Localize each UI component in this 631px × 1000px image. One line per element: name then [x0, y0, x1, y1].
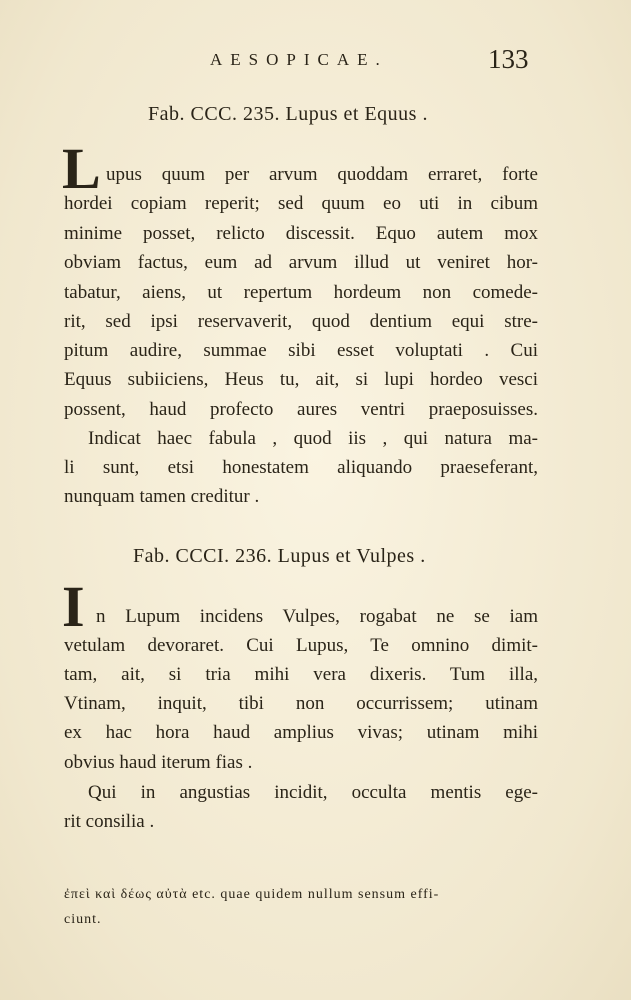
text-line: upus quum per arvum quoddam erraret, forte: [106, 164, 538, 185]
drop-cap: L: [62, 136, 101, 201]
text-line: Equus subiiciens, Heus tu, ait, si lupi hordeo vesci: [64, 369, 538, 390]
text-line: Vtinam, inquit, tibi non occurrissem; utinam: [64, 693, 538, 714]
footnote-line: ciunt.: [64, 912, 102, 927]
running-title: AESOPICAE.: [210, 50, 388, 69]
page-number: 133: [488, 44, 529, 74]
text-line: possent, haud profecto aures ventri praeposuisses.: [64, 399, 538, 420]
running-head: [0, 44, 631, 74]
text-line: rit consilia .: [64, 811, 155, 832]
text-line: n Lupum incidens Vulpes, rogabat ne se iam: [96, 606, 538, 627]
text-line: tam, ait, si tria mihi vera dixeris. Tum illa,: [64, 664, 538, 685]
text-line: pitum audire, summae sibi esset voluptati . Cui: [64, 340, 538, 361]
text-line: rit, sed ipsi reservaverit, quod dentium equi stre-: [64, 311, 538, 332]
text-line: Indicat haec fabula , quod iis , qui natura ma-: [88, 428, 538, 449]
text-line: nunquam tamen creditur .: [64, 486, 260, 507]
text-line: vetulam devoraret. Cui Lupus, Te omnino dimit-: [64, 635, 538, 656]
text-line: Qui in angustias incidit, occulta mentis ege-: [88, 782, 538, 803]
text-line: minime posset, relicto discessit. Equo autem mox: [64, 223, 538, 244]
drop-cap: I: [62, 574, 85, 639]
footnote-line: ἐπεὶ καὶ δέως αὐτὰ etc. quae quidem nullum sensum effi-: [64, 887, 440, 902]
text-line: hordei copiam reperit; sed quum eo uti in cibum: [64, 193, 538, 214]
fable-title: Fab. CCCI. 236. Lupus et Vulpes .: [133, 545, 426, 567]
fable-title: Fab. CCC. 235. Lupus et Equus .: [148, 103, 428, 125]
text-line: obviam factus, eum ad arvum illud ut veniret hor-: [64, 252, 538, 273]
text-line: ex hac hora haud amplius vivas; utinam mihi: [64, 722, 538, 743]
text-line: obvius haud iterum fias .: [64, 752, 253, 773]
text-line: li sunt, etsi honestatem aliquando praeseferant,: [64, 457, 538, 478]
text-line: tabatur, aiens, ut repertum hordeum non comede-: [64, 282, 538, 303]
